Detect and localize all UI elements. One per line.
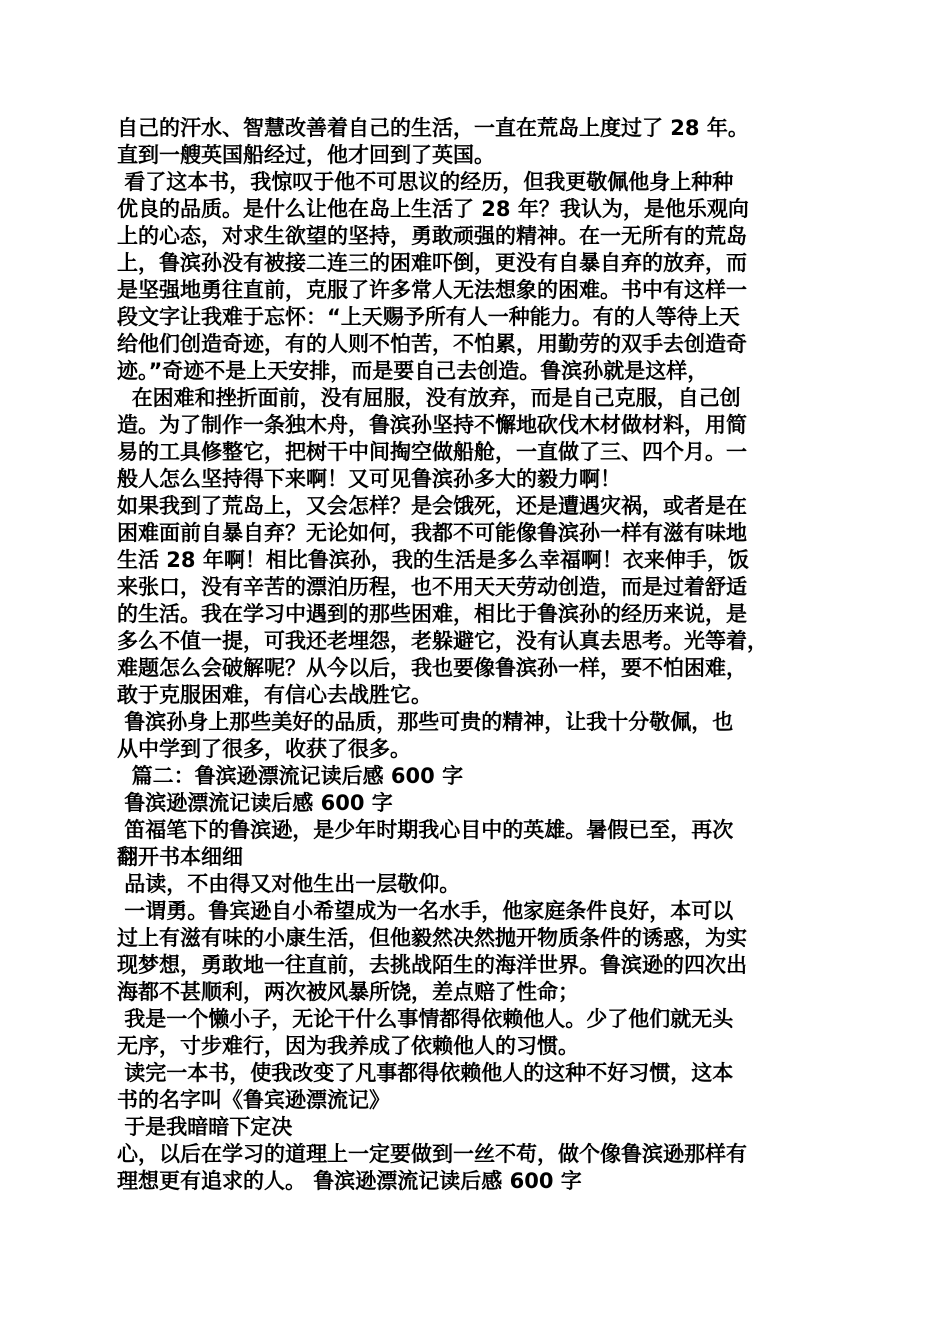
text-line: 理想更有追求的人。 鲁滨逊漂流记读后感 600 字: [117, 1169, 582, 1193]
text-line: 翻开书本细细: [117, 845, 243, 869]
text-line: 优良的品质。是什么让他在岛上生活了 28 年？我认为，是他乐观向: [117, 197, 749, 221]
text-line: 书的名字叫《鲁宾逊漂流记》: [117, 1088, 390, 1112]
text-line: 我是一个懒小子，无论干什么事情都得依赖他人。少了他们就无头: [117, 1007, 734, 1031]
text-line: 直到一艘英国船经过，他才回到了英国。: [117, 143, 495, 167]
text-line: 无序，寸步难行，因为我养成了依赖他人的习惯。: [117, 1034, 579, 1058]
text-line: 是坚强地勇往直前，克服了许多常人无法想象的困难。书中有这样一: [117, 278, 747, 302]
text-line: 品读，不由得又对他生出一层敬仰。: [117, 872, 461, 896]
document-body: [117, 115, 847, 1195]
text-line: 难题怎么会破解呢？从今以后，我也要像鲁滨孙一样，要不怕困难，: [117, 656, 747, 680]
text-line: 生活 28 年啊！相比鲁滨孙，我的生活是多么幸福啊！衣来伸手，饭: [117, 548, 749, 572]
text-line: 现梦想，勇敢地一往直前，去挑战陌生的海洋世界。鲁滨逊的四次出: [117, 953, 747, 977]
text-line: 上的心态，对求生欲望的坚持，勇敢顽强的精神。在一无所有的荒岛: [117, 224, 747, 248]
text-line: 困难面前自暴自弃？无论如何，我都不可能像鲁滨孙一样有滋有味地: [117, 521, 747, 545]
text-line: 来张口，没有辛苦的漂泊历程，也不用天天劳动创造，而是过着舒适: [117, 575, 747, 599]
section-heading: 篇二：鲁滨逊漂流记读后感 600 字: [117, 764, 464, 788]
text-line: 笛福笔下的鲁滨逊，是少年时期我心目中的英雄。暑假已至，再次: [117, 818, 734, 842]
text-line: 从中学到了很多，收获了很多。: [117, 737, 411, 761]
text-line: 易的工具修整它，把树干中间掏空做船舱，一直做了三、四个月。一: [117, 440, 747, 464]
text-line: 上，鲁滨孙没有被接二连三的困难吓倒，更没有自暴自弃的放弃，而: [117, 251, 747, 275]
text-line: 海都不甚顺利，两次被风暴所饶，差点赔了性命；: [117, 980, 579, 1004]
text-line: 造。为了制作一条独木舟，鲁滨孙坚持不懈地砍伐木材做材料，用简: [117, 413, 747, 437]
text-line: 的生活。我在学习中遇到的那些困难，相比于鲁滨孙的经历来说，是: [117, 602, 747, 626]
text-line: 鲁滨孙身上那些美好的品质，那些可贵的精神，让我十分敬佩，也: [117, 710, 734, 734]
text-line: 自己的汗水、智慧改善着自己的生活，一直在荒岛上度过了 28 年。: [117, 116, 749, 140]
text-line: 般人怎么坚持得下来啊！又可见鲁滨孙多大的毅力啊！: [117, 467, 621, 491]
text-line: 看了这本书，我惊叹于他不可思议的经历，但我更敬佩他身上种种: [117, 170, 734, 194]
text-line: 一谓勇。鲁宾逊自小希望成为一名水手，他家庭条件良好，本可以: [117, 899, 734, 923]
text-line: 读完一本书，使我改变了凡事都得依赖他人的这种不好习惯，这本: [117, 1061, 734, 1085]
text-line: 迹。”奇迹不是上天安排，而是要自己去创造。鲁滨孙就是这样，: [117, 359, 709, 383]
text-line: 过上有滋有味的小康生活，但他毅然决然抛开物质条件的诱惑，为实: [117, 926, 747, 950]
section-subtitle: 鲁滨逊漂流记读后感 600 字: [117, 791, 393, 815]
text-line: 段文字让我难于忘怀：“上天赐予所有人一种能力。有的人等待上天: [117, 305, 740, 329]
text-line: 多么不值一提，可我还老埋怨，老躲避它，没有认真去思考。光等着，: [117, 629, 768, 653]
text-line: 给他们创造奇迹，有的人则不怕苦，不怕累，用勤劳的双手去创造奇: [117, 332, 747, 356]
text-line: 心，以后在学习的道理上一定要做到一丝不苟，做个像鲁滨逊那样有: [117, 1142, 747, 1166]
text-line: 在困难和挫折面前，没有屈服，没有放弃，而是自己克服，自己创: [117, 386, 741, 410]
text-line: 敢于克服困难，有信心去战胜它。: [117, 683, 432, 707]
text-line: 于是我暗暗下定决: [117, 1115, 293, 1139]
text-line: 如果我到了荒岛上，又会怎样？是会饿死，还是遭遇灾祸，或者是在: [117, 494, 747, 518]
